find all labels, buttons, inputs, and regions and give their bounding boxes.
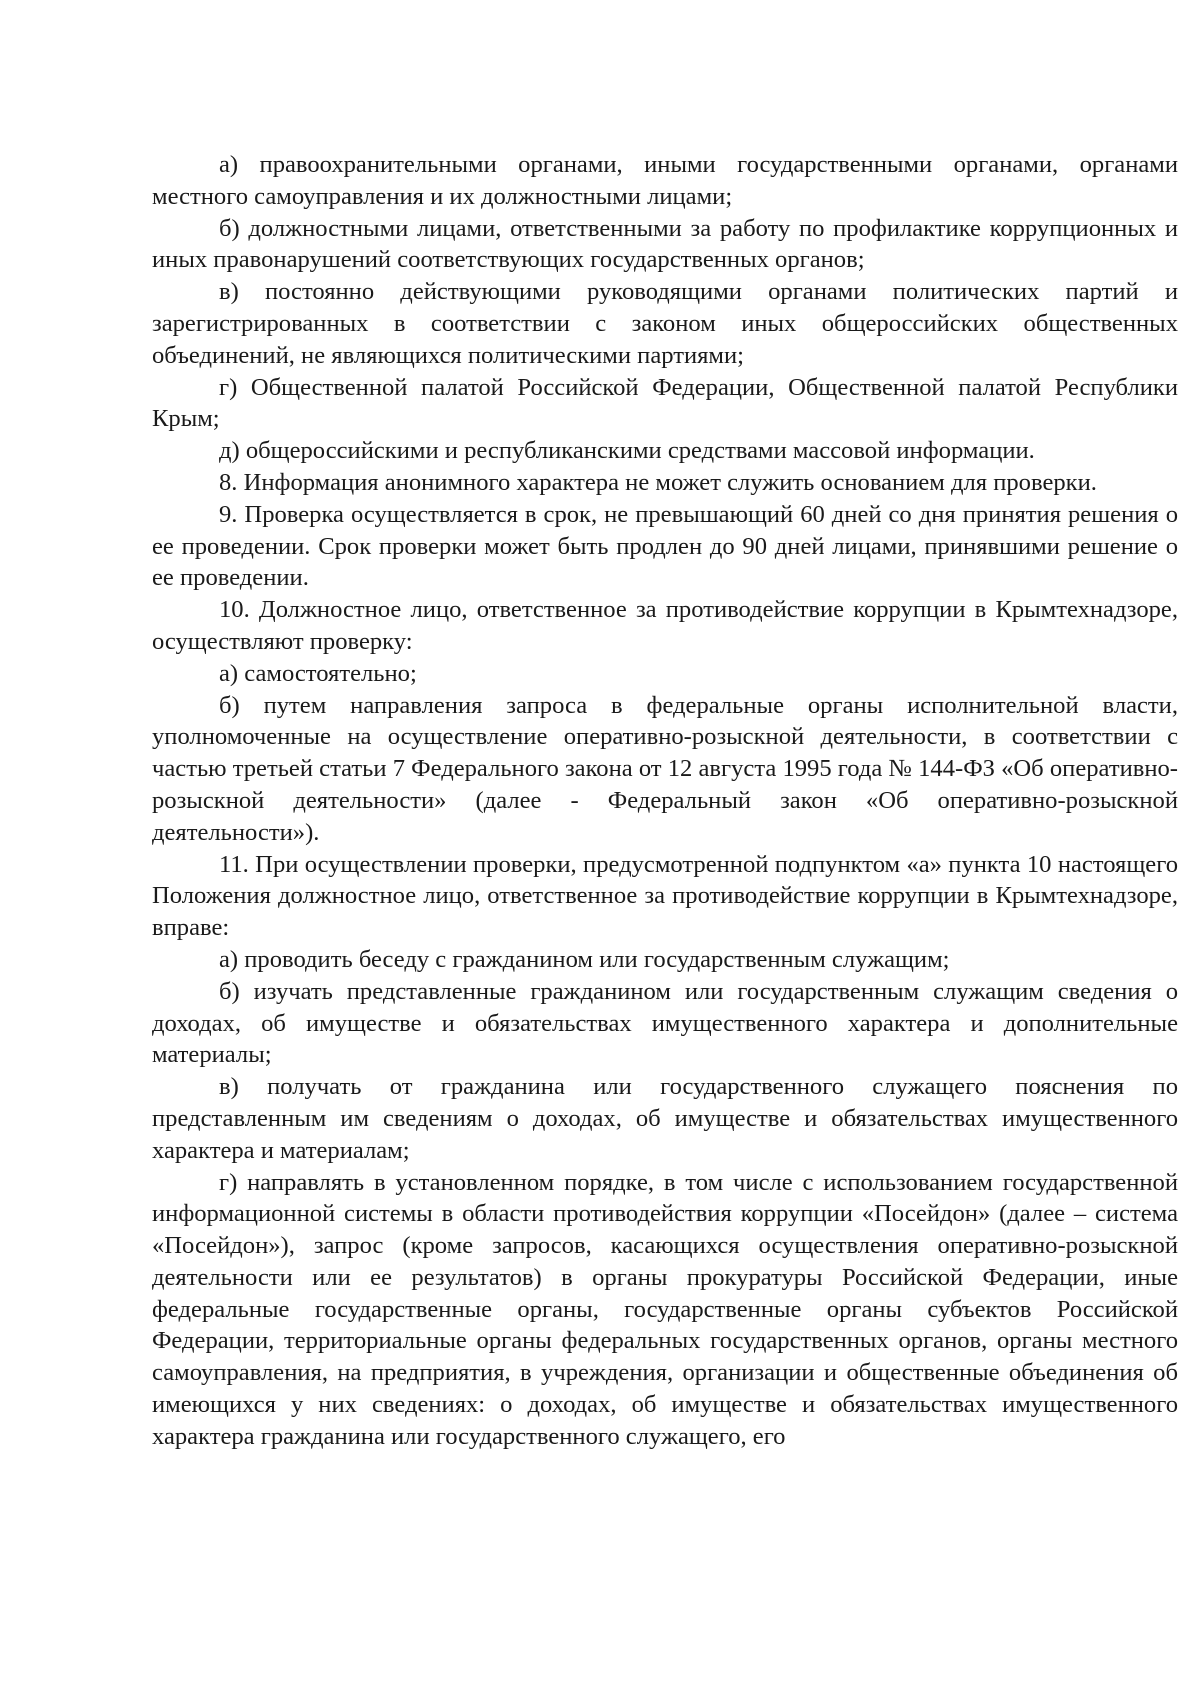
paragraph-b-officials: б) должностными лицами, ответственными за работу по профилактике коррупционных и иных правонарушений соответствующих государственных органов; [152, 214, 1178, 274]
paragraph-a-law-enforcement: а) правоохранительными органами, иными государственными органами, органами местного самоуправления и их должностными лицами; [152, 151, 1178, 210]
paragraph-9-check-period: 9. Проверка осуществляется в срок, не превышающий 60 дней со дня принятия решения о ее проведении. Срок проверки может быть продлен до 90 дней лицами, принявшими решение о ее проведении. [152, 500, 1178, 592]
paragraph-11-rights: 11. При осуществлении проверки, предусмотренной подпунктом «а» пункта 10 настоящего Положения должностное лицо, ответственное за противодействие коррупции в Крымтехнадзоре, вправе: [152, 850, 1178, 942]
paragraph-10-responsible-official: 10. Должностное лицо, ответственное за противодействие коррупции в Крымтехнадзоре, осуществляют проверку: [152, 596, 1178, 655]
paragraph-g-public-chamber: г) Общественной палатой Российской Федерации, Общественной палатой Республики Крым; [152, 373, 1178, 433]
paragraph-10a-independently: а) самостоятельно; [219, 659, 417, 687]
paragraph-11b-study-info: б) изучать представленные гражданином или государственным служащим сведения о доходах, об имуществе и обязательствах имущественного характера и дополнительные материалы; [152, 977, 1178, 1069]
paragraph-11a-conversation: а) проводить беседу с гражданином или государственным служащим; [219, 945, 950, 973]
document-body [152, 149, 1178, 1453]
paragraph-11v-explanations: в) получать от гражданина или государственного служащего пояснения по представленным им сведениям о доходах, об имуществе и обязательствах имущественного характера и материалам; [152, 1073, 1178, 1164]
paragraph-v-party-bodies: в) постоянно действующими руководящими органами политических партий и зарегистрированных в соответствии с законом иных общероссийских общественных объединений, не являющихся политическими партиями; [152, 278, 1178, 369]
paragraph-11g-send-request: г) направлять в установленном порядке, в том числе с использованием государственной информационной системы в области противодействия коррупции «Посейдон» (далее – система «Посейдон»), запрос (кроме запросов, касающихся осуществления оперативно-розыскной деятельности или ее результатов) в органы прокуратуры Российской Федерации, иные федеральные государственные органы, государственные органы субъектов Российской Федерации, территориальные органы федеральных государственных органов, органы местного самоуправления, на предприятия, в учреждения, организации и общественные объединения об имеющихся у них сведениях: о доходах, об имуществе и обязательствах имущественного характера гражданина или государственного служащего, его [152, 1168, 1178, 1450]
paragraph-10b-request: б) путем направления запроса в федеральные органы исполнительной власти, уполномоченные на осуществление оперативно-розыскной деятельности, в соответствии с частью третьей статьи 7 Федерального закона от 12 августа 1995 года № 144-ФЗ «Об оперативно-розыскной деятельности» (далее - Федеральный закон «Об оперативно-розыскной деятельности»). [152, 691, 1178, 846]
paragraph-d-mass-media: д) общероссийскими и республиканскими средствами массовой информации. [219, 437, 1035, 465]
paragraph-8-anonymous-info: 8. Информация анонимного характера не может служить основанием для проверки. [219, 468, 1097, 496]
